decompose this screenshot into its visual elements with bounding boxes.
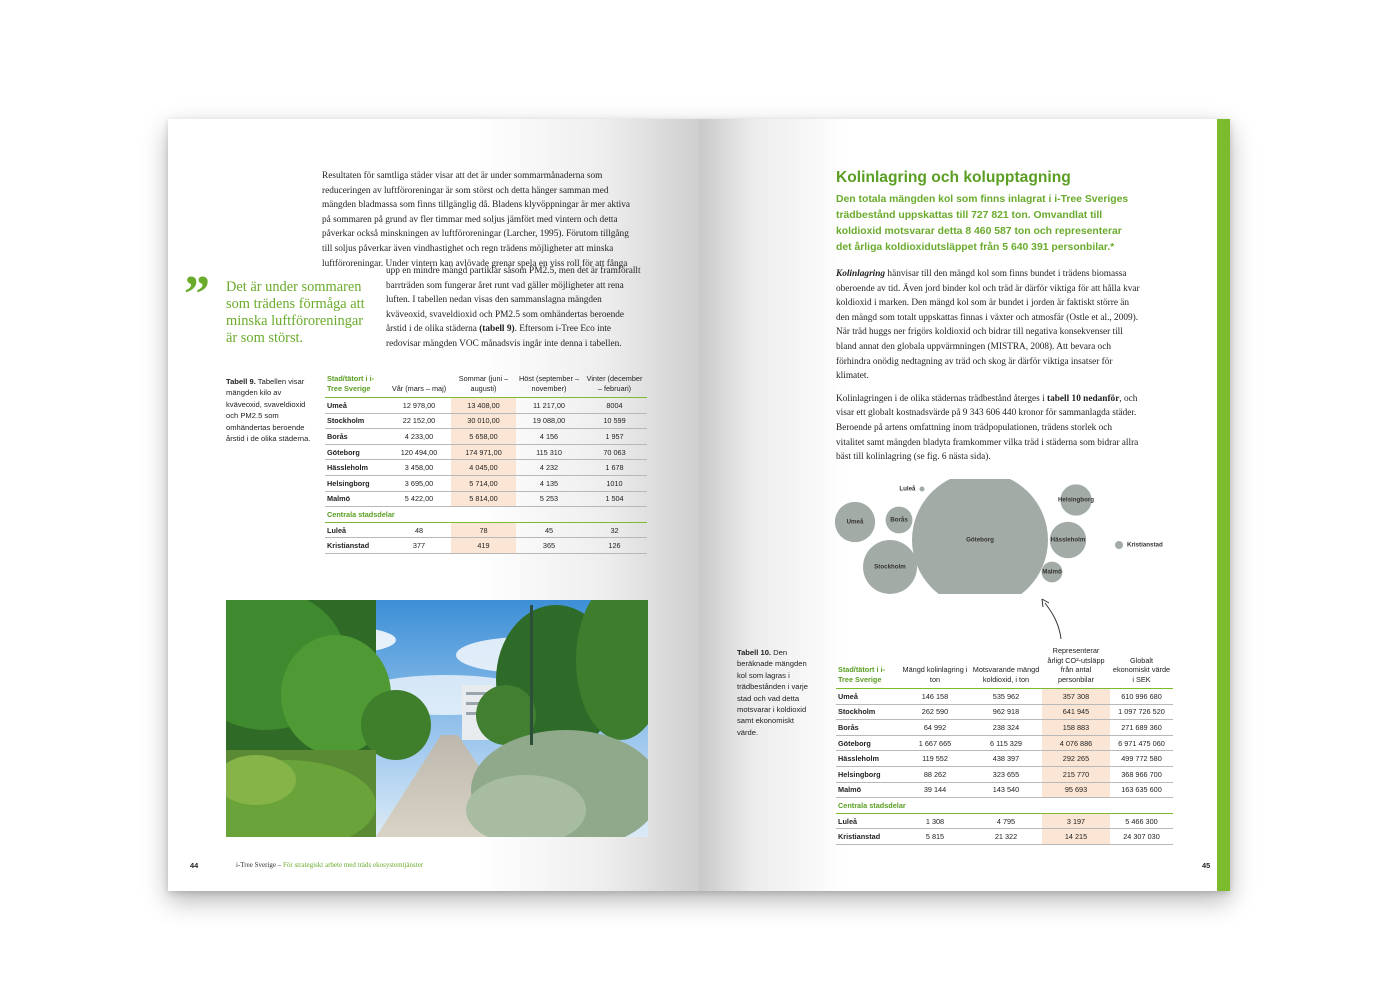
bubble-label: Borås <box>890 516 908 524</box>
value-cell: 5 814,00 <box>451 491 516 507</box>
value-cell: 115 310 <box>516 444 582 460</box>
table10-header: Mängd kolinlagring i ton <box>900 644 970 689</box>
value-cell: 323 655 <box>970 766 1042 782</box>
value-cell: 64 992 <box>900 720 970 736</box>
value-cell: 215 770 <box>1042 766 1110 782</box>
table-row <box>325 491 647 507</box>
value-cell: 163 635 600 <box>1110 782 1173 798</box>
city-cell: Umeå <box>836 689 900 705</box>
table-row <box>325 475 647 491</box>
table10-reference: tabell 10 nedanför <box>1047 393 1120 404</box>
lead-paragraph: Den totala mängden kol som finns inlagrat i i-Tree Sveriges trädbestånd uppskattas till 727 821 ton. Omvandlat till koldioxid motsvarar detta 8 460 587 ton och representerar det årliga koldioxidutsläppet från 5 640 391 personbilar.* <box>836 194 1129 253</box>
value-cell: 4 076 886 <box>1042 735 1110 751</box>
table10-header: Globalt ekonomiskt värde i SEK <box>1110 644 1173 689</box>
section-label: Centrala stadsdelar <box>836 798 1173 814</box>
paragraph-1-text: hänvisar till den mängd kol som finns bundet i trädens biomassa oberoende av tid. Även jord binder kol och träd är därför viktiga för att hålla kvar koldioxid i marken. Den mängd kol som är bundet i jorden är faktiskt större än den mängd som totalt uppskattas finnas i växter och atmosfär (Ostle et al., 2009). När träd huggs ner frigörs koldioxid och bidrar till negativa konsekvenser till bland annat den globala uppvärmningen (MISTRA, 2008). Att bevara och förhindra onödig nedtagning av träd och skog är därför viktiga insatser för klimatet. <box>836 269 1140 382</box>
section-label: Centrala stadsdelar <box>325 507 647 523</box>
value-cell: 4 045,00 <box>451 460 516 476</box>
table9-caption <box>226 376 318 444</box>
table9-header: Stad/tätort i i-Tree Sverige <box>325 372 387 398</box>
value-cell: 365 <box>516 538 582 554</box>
table9-caption-label: Tabell 9. <box>226 377 256 386</box>
table10-caption-text: Den beräknade mängden kol som lagras i trädbestånden i varje stad och vad detta motsvarar i koldioxid samt ekonomiskt värde. <box>737 648 808 737</box>
bubble-label: Luleå <box>899 485 916 493</box>
section-row <box>325 507 647 523</box>
value-cell: 126 <box>582 538 647 554</box>
footer-subtitle: För strategiskt arbete med träds ekosystemtjänster <box>282 861 424 869</box>
city-cell: Hässleholm <box>325 460 387 476</box>
value-cell: 119 552 <box>900 751 970 767</box>
value-cell: 24 307 030 <box>1110 829 1173 845</box>
value-cell: 238 324 <box>970 720 1042 736</box>
value-cell: 5 253 <box>516 491 582 507</box>
city-cell: Umeå <box>325 398 387 414</box>
value-cell: 6 115 329 <box>970 735 1042 751</box>
table10-header: Stad/tätort i i-Tree Sverige <box>836 644 900 689</box>
bubble-label: Stockholm <box>874 563 906 571</box>
paragraph-kolinlagring <box>836 267 1141 384</box>
bubble-label: Hässleholm <box>1050 536 1086 544</box>
table9-header: Vinter (december – februari) <box>582 372 647 398</box>
value-cell: 21 322 <box>970 829 1042 845</box>
value-cell: 88 262 <box>900 766 970 782</box>
value-cell: 22 152,00 <box>387 413 451 429</box>
city-cell: Helsingborg <box>325 475 387 491</box>
value-cell: 11 217,00 <box>516 398 582 414</box>
city-cell: Hässleholm <box>836 751 900 767</box>
city-cell: Kristianstad <box>325 538 387 554</box>
table-row <box>325 538 647 554</box>
value-cell: 292 265 <box>1042 751 1110 767</box>
city-cell: Borås <box>836 720 900 736</box>
value-cell: 30 010,00 <box>451 413 516 429</box>
table9-caption-text: Tabellen visar mängden kilo av kväveoxid, svaveldioxid och PM2.5 som omhändertas beroende årstid i de olika städerna. <box>226 377 311 444</box>
right-body <box>836 267 1141 473</box>
bubble-label: Umeå <box>846 518 864 526</box>
booklet-spread <box>168 119 1230 891</box>
value-cell: 368 966 700 <box>1110 766 1173 782</box>
value-cell: 5 815 <box>900 829 970 845</box>
table-row <box>836 735 1173 751</box>
value-cell: 610 996 680 <box>1110 689 1173 705</box>
value-cell: 158 883 <box>1042 720 1110 736</box>
table10-caption-label: Tabell 10. <box>737 648 772 657</box>
value-cell: 1 957 <box>582 429 647 445</box>
value-cell: 3 458,00 <box>387 460 451 476</box>
city-cell: Malmö <box>325 491 387 507</box>
table-row <box>836 813 1173 829</box>
section-row <box>836 798 1173 814</box>
value-cell: 78 <box>451 522 516 538</box>
city-cell: Stockholm <box>325 413 387 429</box>
value-cell: 32 <box>582 522 647 538</box>
value-cell: 39 144 <box>900 782 970 798</box>
table-row <box>836 751 1173 767</box>
value-cell: 1010 <box>582 475 647 491</box>
city-cell: Borås <box>325 429 387 445</box>
value-cell: 5 658,00 <box>451 429 516 445</box>
value-cell: 4 233,00 <box>387 429 451 445</box>
value-cell: 4 232 <box>516 460 582 476</box>
value-cell: 5 466 300 <box>1110 813 1173 829</box>
value-cell: 174 971,00 <box>451 444 516 460</box>
table-row <box>836 829 1173 845</box>
value-cell: 45 <box>516 522 582 538</box>
value-cell: 12 978,00 <box>387 398 451 414</box>
value-cell: 377 <box>387 538 451 554</box>
table10-caption <box>737 647 809 738</box>
value-cell: 146 158 <box>900 689 970 705</box>
table-row <box>325 522 647 538</box>
value-cell: 4 795 <box>970 813 1042 829</box>
page-number-left: 44 <box>190 861 199 870</box>
value-cell: 962 918 <box>970 704 1042 720</box>
city-cell: Luleå <box>836 813 900 829</box>
paragraph-2-pre: Kolinlagringen i de olika städernas trädbestånd återges i <box>836 393 1048 404</box>
value-cell: 3 197 <box>1042 813 1110 829</box>
value-cell: 535 962 <box>970 689 1042 705</box>
park-photo <box>226 600 648 837</box>
value-cell: 1 667 665 <box>900 735 970 751</box>
city-cell: Stockholm <box>836 704 900 720</box>
value-cell: 48 <box>387 522 451 538</box>
park-path-image <box>226 600 648 837</box>
quote-mark-icon: ” <box>184 266 210 323</box>
bubble-label: Göteborg <box>966 536 994 544</box>
table9-header: Vår (mars – maj) <box>387 372 451 398</box>
intro-paragraph: Resultaten för samtliga städer visar att det är under sommarmånaderna som reduceringen av luftföroreningar är som störst och detta hänger samman med mängden bladmassa som finns tillgänglig då. Bladens klyvöppningar är mer aktiva på sommaren på grund av fler timmar med soljus jämfört med vintern och detta påverkar också minskningen av luftföroreningar (Larcher, 1995). Förutom tillgång till soljus påverkar även vindhastighet och regn trädens möjligheter att minska luftföroreningar. Under vintern kan avlövade grenar spela en viss roll för att fånga <box>322 171 631 269</box>
table-row <box>836 782 1173 798</box>
value-cell: 438 397 <box>970 751 1042 767</box>
value-cell: 5 422,00 <box>387 491 451 507</box>
value-cell: 641 945 <box>1042 704 1110 720</box>
footer-title <box>236 861 423 869</box>
table9-header: Sommar (juni – augusti) <box>451 372 516 398</box>
pull-quote: Det är under sommaren som trädens förmåga att minska luftföroreningar är som störst. <box>226 279 365 346</box>
table-row <box>325 398 647 414</box>
table9-header: Höst (september – november) <box>516 372 582 398</box>
table-10 <box>836 644 1173 845</box>
value-cell: 5 714,00 <box>451 475 516 491</box>
left-page <box>168 119 699 891</box>
value-cell: 262 590 <box>900 704 970 720</box>
value-cell: 70 063 <box>582 444 647 460</box>
section-title: Kolinlagring och kolupptagning <box>836 169 1071 186</box>
continued-paragraph <box>386 264 641 352</box>
table10-header: Motsvarande mängd koldioxid, i ton <box>970 644 1042 689</box>
table-row <box>325 460 647 476</box>
term-kolinlagring: Kolinlagring <box>836 269 886 279</box>
table-row <box>325 429 647 445</box>
value-cell: 1 678 <box>582 460 647 476</box>
paragraph-tabell-10 <box>836 392 1141 465</box>
bubble-luleå <box>920 487 925 492</box>
table-9 <box>325 372 647 554</box>
table-row <box>325 413 647 429</box>
value-cell: 1 504 <box>582 491 647 507</box>
footer-title-main: i-Tree Sverige – <box>236 861 283 869</box>
value-cell: 143 540 <box>970 782 1042 798</box>
bubble-label: Kristianstad <box>1127 541 1163 549</box>
table-row <box>836 704 1173 720</box>
table-row <box>836 766 1173 782</box>
value-cell: 357 308 <box>1042 689 1110 705</box>
city-cell: Helsingborg <box>836 766 900 782</box>
table-reference: (tabell 9) <box>479 324 515 335</box>
value-cell: 19 088,00 <box>516 413 582 429</box>
continued-text-post: . Eftersom i-Tree Eco inte redovisar mängden VOC månadsvis ingår inte denna i tabellen. <box>386 324 622 349</box>
green-edge-strip <box>1217 119 1230 891</box>
right-page <box>699 119 1230 891</box>
value-cell: 1 308 <box>900 813 970 829</box>
page-number-right: 45 <box>1202 861 1211 870</box>
value-cell: 499 772 580 <box>1110 751 1173 767</box>
table-row <box>836 720 1173 736</box>
value-cell: 6 971 475 060 <box>1110 735 1173 751</box>
value-cell: 10 599 <box>582 413 647 429</box>
table-row <box>836 689 1173 705</box>
city-cell: Malmö <box>836 782 900 798</box>
city-cell: Luleå <box>325 522 387 538</box>
bubble-kristianstad <box>1115 541 1123 549</box>
value-cell: 13 408,00 <box>451 398 516 414</box>
value-cell: 3 695,00 <box>387 475 451 491</box>
table-row <box>325 444 647 460</box>
city-cell: Göteborg <box>836 735 900 751</box>
paragraph-2-post: , och visar ett globalt kostnadsvärde på 9 343 606 440 kronor för sammanlagda städer. Beroende på artens omfattning inom trädpopulationen, trädens storlek och vitalitet samt mängden bladyta framkommer vilka träd i städerna som bidrar allra bäst till kolinlagring (se fig. 6 nästa sida). <box>836 393 1139 463</box>
value-cell: 8004 <box>582 398 647 414</box>
bubble-label: Malmö <box>1042 568 1062 576</box>
city-cell: Kristianstad <box>836 829 900 845</box>
table10-header: Representerar årligt CO²-utsläpp från antal personbilar <box>1042 644 1110 689</box>
value-cell: 419 <box>451 538 516 554</box>
value-cell: 4 156 <box>516 429 582 445</box>
value-cell: 271 689 360 <box>1110 720 1173 736</box>
value-cell: 14 215 <box>1042 829 1110 845</box>
value-cell: 95 693 <box>1042 782 1110 798</box>
value-cell: 1 097 726 520 <box>1110 704 1173 720</box>
carbon-bubble-chart <box>830 479 1170 594</box>
continued-text-pre: upp en mindre mängd partiklar såsom PM2.5, men det är framförallt barrträden som fungerar året runt vad gäller möjligheter att rena luften. I tabellen nedan visas den sammanslagna mängden kväveoxid, svaveldioxid och PM2.5 som omhändertas beroende årstid i de olika städerna <box>386 266 641 335</box>
value-cell: 120 494,00 <box>387 444 451 460</box>
value-cell: 4 135 <box>516 475 582 491</box>
bubble-label: Helsingborg <box>1057 496 1095 504</box>
pointer-arrow-icon <box>1037 597 1067 642</box>
city-cell: Göteborg <box>325 444 387 460</box>
